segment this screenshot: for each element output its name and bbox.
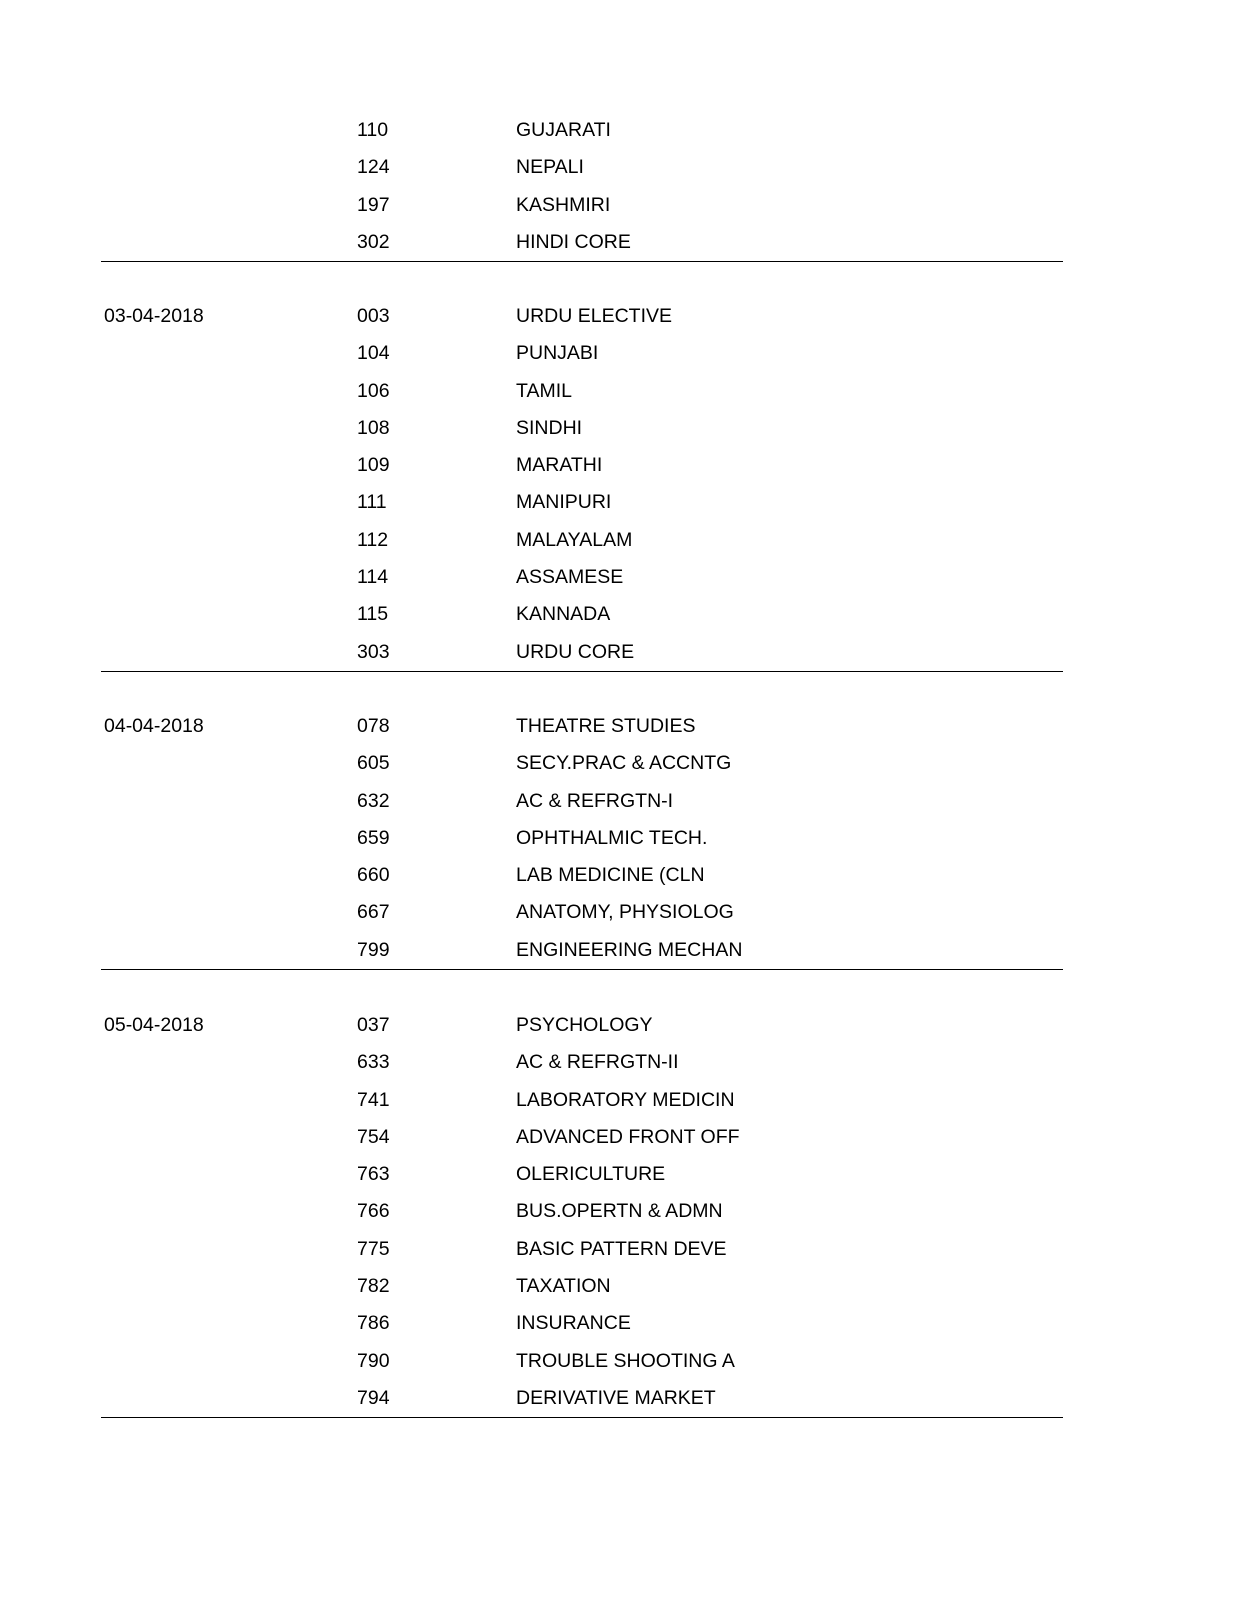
subject-name: GUJARATI bbox=[516, 119, 611, 141]
subject-name: SECY.PRAC & ACCNTG bbox=[516, 752, 732, 775]
table-row bbox=[101, 1082, 1063, 1119]
subject-code: 112 bbox=[357, 528, 389, 551]
table-row bbox=[101, 484, 1063, 521]
table-row bbox=[101, 1380, 1063, 1417]
table-row bbox=[101, 335, 1063, 372]
subject-name: MARATHI bbox=[516, 454, 603, 477]
subject-code: 124 bbox=[357, 156, 390, 179]
exam-date: 04-04-2018 bbox=[104, 715, 204, 737]
subject-code: 003 bbox=[357, 305, 390, 327]
subject-code: 078 bbox=[357, 715, 390, 737]
subject-name: MANIPURI bbox=[516, 491, 612, 514]
subject-code: 775 bbox=[357, 1237, 390, 1260]
subject-code: 782 bbox=[357, 1275, 390, 1298]
subject-code: 104 bbox=[357, 342, 390, 365]
subject-code: 799 bbox=[357, 938, 390, 961]
table-row bbox=[101, 447, 1063, 484]
schedule-group-03-04-2018 bbox=[101, 298, 1063, 672]
table-row bbox=[101, 1007, 1063, 1044]
subject-code: 109 bbox=[357, 454, 390, 477]
schedule-group-05-04-2018 bbox=[101, 1007, 1063, 1418]
table-row bbox=[101, 932, 1063, 969]
subject-name: INSURANCE bbox=[516, 1312, 631, 1335]
table-row bbox=[101, 187, 1063, 224]
subject-name: ENGINEERING MECHAN bbox=[516, 938, 743, 961]
subject-code: 659 bbox=[357, 826, 390, 849]
subject-code: 660 bbox=[357, 864, 390, 887]
subject-code: 108 bbox=[357, 416, 390, 439]
subject-name: OPHTHALMIC TECH. bbox=[516, 826, 708, 849]
subject-name: PSYCHOLOGY bbox=[516, 1014, 653, 1036]
subject-name: URDU ELECTIVE bbox=[516, 305, 673, 327]
table-row bbox=[101, 1268, 1063, 1305]
schedule-group-continued bbox=[101, 112, 1063, 262]
subject-name: THEATRE STUDIES bbox=[516, 715, 696, 737]
subject-name: DERIVATIVE MARKET bbox=[516, 1386, 716, 1409]
subject-name: PUNJABI bbox=[516, 342, 599, 365]
table-row bbox=[101, 894, 1063, 931]
subject-name: BUS.OPERTN & ADMN bbox=[516, 1200, 723, 1223]
subject-name: ADVANCED FRONT OFF bbox=[516, 1125, 740, 1148]
table-row bbox=[101, 1044, 1063, 1081]
table-row bbox=[101, 522, 1063, 559]
subject-code: 763 bbox=[357, 1163, 390, 1186]
subject-code: 766 bbox=[357, 1200, 390, 1223]
table-row bbox=[101, 745, 1063, 782]
table-row bbox=[101, 708, 1063, 745]
subject-name: URDU CORE bbox=[516, 640, 635, 663]
subject-name: NEPALI bbox=[516, 156, 584, 179]
table-row bbox=[101, 1305, 1063, 1342]
subject-code: 632 bbox=[357, 789, 390, 812]
subject-code: 754 bbox=[357, 1125, 390, 1148]
subject-code: 667 bbox=[357, 901, 390, 924]
subject-code: 790 bbox=[357, 1349, 390, 1372]
subject-name: LAB MEDICINE (CLN bbox=[516, 864, 705, 887]
subject-name: TAXATION bbox=[516, 1275, 611, 1298]
subject-name: KASHMIRI bbox=[516, 193, 611, 216]
exam-date: 03-04-2018 bbox=[104, 305, 204, 327]
subject-name: SINDHI bbox=[516, 416, 583, 439]
table-row bbox=[101, 298, 1063, 335]
subject-code: 786 bbox=[357, 1312, 390, 1335]
subject-name: ANATOMY, PHYSIOLOG bbox=[516, 901, 734, 924]
subject-name: HINDI CORE bbox=[516, 230, 631, 253]
subject-name: AC & REFRGTN-II bbox=[516, 1051, 679, 1074]
table-row bbox=[101, 373, 1063, 410]
table-row bbox=[101, 224, 1063, 261]
subject-code: 633 bbox=[357, 1051, 390, 1074]
subject-name: OLERICULTURE bbox=[516, 1163, 666, 1186]
subject-code: 037 bbox=[357, 1014, 390, 1036]
table-row bbox=[101, 596, 1063, 633]
table-row bbox=[101, 112, 1063, 149]
table-row bbox=[101, 149, 1063, 186]
subject-name: TAMIL bbox=[516, 379, 572, 402]
subject-name: MALAYALAM bbox=[516, 528, 633, 551]
subject-code: 303 bbox=[357, 640, 390, 663]
subject-code: 302 bbox=[357, 230, 390, 253]
table-row bbox=[101, 1193, 1063, 1230]
table-row bbox=[101, 820, 1063, 857]
table-row bbox=[101, 559, 1063, 596]
table-row bbox=[101, 857, 1063, 894]
table-row bbox=[101, 1231, 1063, 1268]
table-row bbox=[101, 1119, 1063, 1156]
subject-name: AC & REFRGTN-I bbox=[516, 789, 674, 812]
subject-name: ASSAMESE bbox=[516, 566, 624, 589]
subject-code: 741 bbox=[357, 1088, 390, 1111]
subject-code: 114 bbox=[357, 566, 389, 589]
subject-code: 111 bbox=[357, 491, 387, 514]
subject-code: 605 bbox=[357, 752, 390, 775]
table-row bbox=[101, 1156, 1063, 1193]
table-row bbox=[101, 634, 1063, 671]
subject-code: 106 bbox=[357, 379, 390, 402]
table-row bbox=[101, 410, 1063, 447]
subject-code: 197 bbox=[357, 193, 390, 216]
table-row bbox=[101, 1343, 1063, 1380]
subject-name: BASIC PATTERN DEVE bbox=[516, 1237, 727, 1260]
subject-code: 794 bbox=[357, 1386, 390, 1409]
subject-code: 110 bbox=[357, 119, 389, 141]
schedule-group-04-04-2018 bbox=[101, 708, 1063, 970]
table-row bbox=[101, 783, 1063, 820]
subject-name: LABORATORY MEDICIN bbox=[516, 1088, 735, 1111]
subject-code: 115 bbox=[357, 603, 389, 626]
subject-name: TROUBLE SHOOTING A bbox=[516, 1349, 735, 1372]
subject-name: KANNADA bbox=[516, 603, 611, 626]
exam-date: 05-04-2018 bbox=[104, 1014, 204, 1036]
